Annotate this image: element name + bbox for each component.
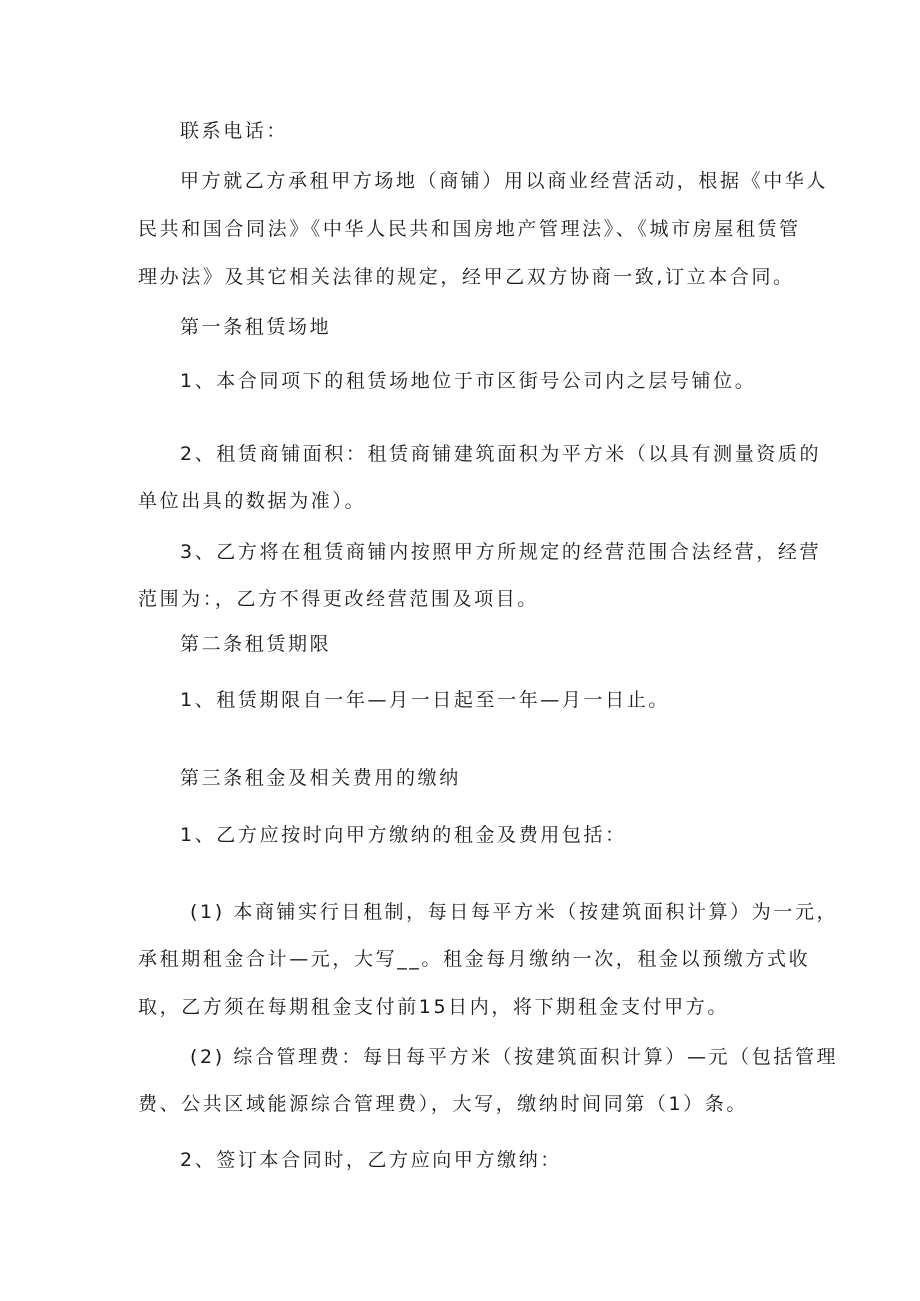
article-2-heading: 第二条租赁期限 [180, 633, 332, 655]
article-1-item-3-line-1: 3、乙方将在租赁商铺内按照甲方所规定的经营范围合法经营，经营 [180, 541, 822, 563]
contact-phone-line: 联系电话： [180, 120, 289, 142]
article-3-sub-1-line-2: 承租期租金合计—元，大写__。租金每月缴纳一次，租金以预缴方式收 [138, 948, 811, 970]
article-1-item-2-line-2: 单位出具的数据为准）。 [138, 490, 367, 512]
article-3-sub-2-line-2: 费、公共区域能源综合管理费），大写，缴纳时间同第（1）条。 [138, 1093, 748, 1115]
article-3-sub-2-line-1: (2) 综合管理费：每日每平方米（按建筑面积计算）—元（包括管理 [190, 1046, 839, 1068]
article-1-item-2-line-1: 2、租赁商铺面积：租赁商铺建筑面积为平方米（以具有测量资质的 [180, 443, 822, 465]
article-1-item-1: 1、本合同项下的租赁场地位于市区街号公司内之层号铺位。 [180, 370, 757, 392]
article-1-heading: 第一条租赁场地 [180, 316, 332, 338]
article-2-item-1: 1、租赁期限自一年—月一日起至一年—月一日止。 [180, 689, 670, 711]
article-3-item-1: 1、乙方应按时向甲方缴纳的租金及费用包括： [180, 824, 627, 846]
preamble-line-2: 民共和国合同法》《中华人民共和国房地产管理法》、《城市房屋租赁管 [138, 218, 801, 240]
preamble-line-3: 理办法》及其它相关法律的规定，经甲乙双方协商一致,订立本合同。 [138, 266, 795, 288]
article-3-heading: 第三条租金及相关费用的缴纳 [180, 767, 461, 789]
article-3-sub-1-line-3: 取，乙方须在每期租金支付前15日内，将下期租金支付甲方。 [138, 996, 729, 1018]
preamble-line-1: 甲方就乙方承租甲方场地（商铺）用以商业经营活动，根据《中华人 [180, 170, 829, 192]
article-1-item-3-line-2: 范围为：，乙方不得更改经营范围及项目。 [138, 588, 539, 610]
article-3-item-2: 2、签订本合同时，乙方应向甲方缴纳： [180, 1149, 562, 1171]
article-3-sub-1-line-1: (1) 本商铺实行日租制，每日每平方米（按建筑面积计算）为一元， [190, 901, 839, 923]
